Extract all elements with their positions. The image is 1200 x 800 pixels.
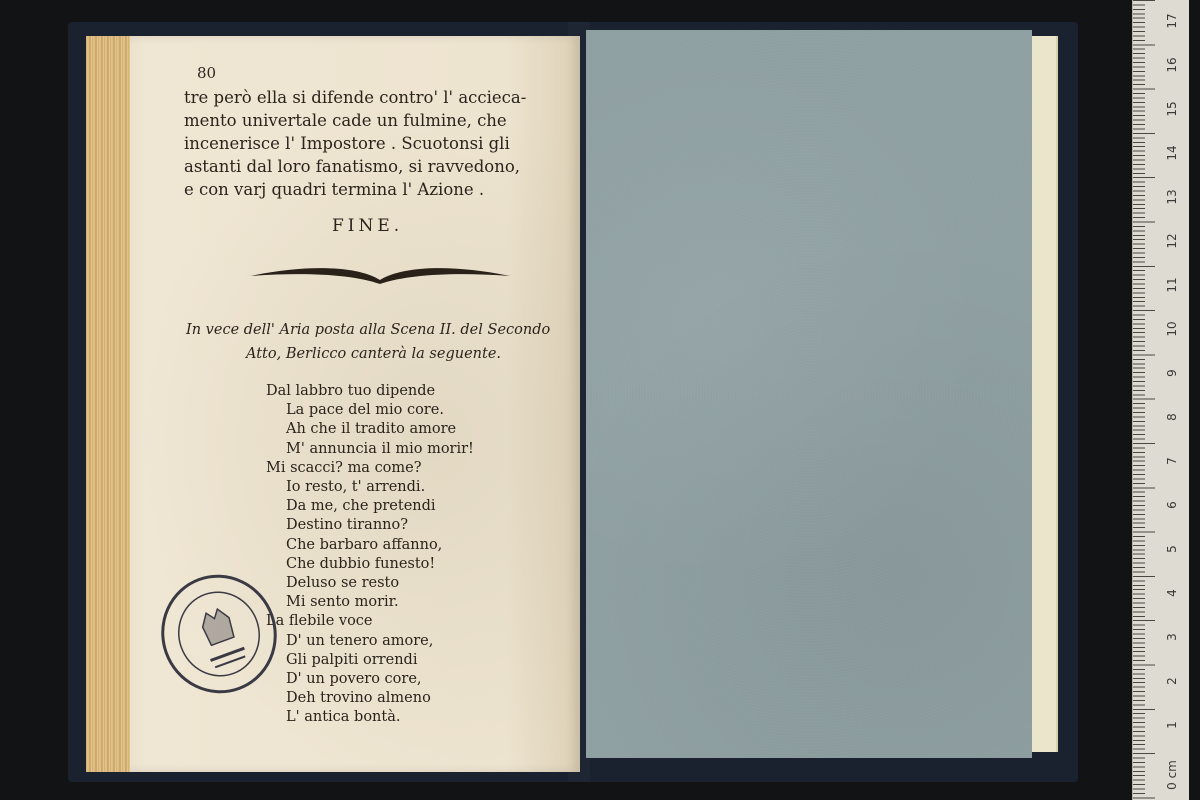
- verse-line: Mi sento morir.: [286, 594, 399, 611]
- ruler-number: 16: [1165, 57, 1179, 73]
- ruler-unit: 0 cm: [1165, 760, 1179, 790]
- note-line: Atto, Berlicco canterà la seguente.: [246, 346, 502, 362]
- verse-line: D' un tenero amore,: [286, 632, 434, 649]
- ruler-number: 4: [1165, 589, 1179, 597]
- verse-line: D' un povero core,: [286, 671, 422, 688]
- ruler-number: 11: [1165, 277, 1179, 293]
- verse-line: Gli palpiti orrendi: [286, 651, 418, 668]
- library-stamp-icon: [158, 570, 280, 698]
- verse-line: Deluso se resto: [286, 575, 400, 592]
- ruler-number: 1: [1165, 721, 1179, 729]
- measuring-ruler: [1132, 0, 1189, 800]
- aria-note: [186, 318, 550, 366]
- verse-line: Che dubbio funesto!: [286, 555, 436, 572]
- ruler-number: 6: [1165, 501, 1179, 509]
- ruler-number: 3: [1165, 633, 1179, 641]
- ruler-number: 9: [1165, 369, 1179, 377]
- blue-endpaper: [586, 30, 1032, 758]
- verse-line: Dal labbro tuo dipende: [266, 383, 436, 399]
- ruler-number: 2: [1165, 677, 1179, 685]
- fine-heading: FINE.: [332, 216, 404, 236]
- verse-line: Che barbaro affanno,: [286, 536, 443, 553]
- ruler-number: 12: [1165, 233, 1179, 249]
- ruler-number: 13: [1165, 189, 1179, 205]
- verse-line: Io resto, t' arrendi.: [286, 479, 426, 496]
- verse-line: La flebile voce: [266, 613, 373, 630]
- verse-line: Da me, che pretendi: [286, 498, 436, 515]
- prose-line: mento univertale cade un fulmine, che: [184, 111, 507, 130]
- verse-line: La pace del mio core.: [286, 402, 444, 419]
- verse-line: M' annuncia il mio morir!: [286, 440, 474, 457]
- prose-line: tre però ella si difende contro' l' accieca-: [184, 88, 527, 107]
- prose-block: [184, 86, 526, 201]
- ruler-number: 17: [1165, 13, 1179, 29]
- prose-line: incenerisce l' Impostore . Scuotonsi gli: [184, 134, 510, 153]
- ornament-swash-icon: [248, 262, 512, 286]
- verse-line: Mi scacci? ma come?: [266, 459, 422, 476]
- ruler-number: 15: [1165, 101, 1179, 117]
- ruler-number: 10: [1165, 321, 1179, 337]
- ruler-number: 14: [1165, 145, 1179, 161]
- right-page-edge: [1030, 36, 1058, 752]
- ruler-number: 5: [1165, 545, 1179, 553]
- prose-line: e con varj quadri termina l' Azione .: [184, 180, 485, 199]
- ruler-ticks: [1133, 0, 1155, 800]
- page-edges: [86, 36, 130, 772]
- verse-line: L' antica bontà.: [286, 709, 401, 726]
- verse-block: [266, 382, 474, 728]
- ruler-number: 7: [1165, 457, 1179, 465]
- verse-line: Ah che il tradito amore: [286, 421, 457, 438]
- prose-line: astanti dal loro fanatismo, si ravvedono,: [184, 157, 521, 176]
- ruler-number: 8: [1165, 413, 1179, 421]
- verse-line: Deh trovino almeno: [286, 690, 431, 707]
- page-number: 80: [197, 64, 217, 82]
- note-line: In vece dell' Aria posta alla Scena II. del Secondo: [186, 322, 551, 338]
- verse-line: Destino tiranno?: [286, 517, 409, 534]
